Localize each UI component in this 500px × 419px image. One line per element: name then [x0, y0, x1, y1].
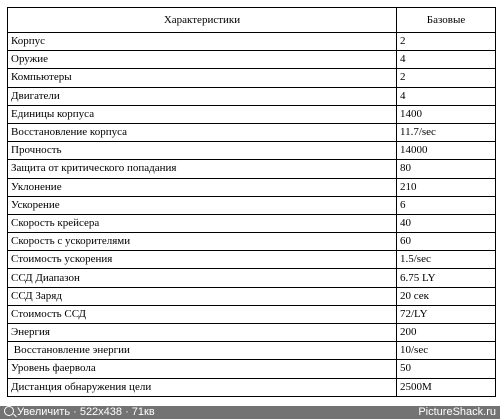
row-label: ССД Диапазон	[8, 269, 397, 287]
row-value: 40	[397, 214, 496, 232]
row-value: 4	[397, 51, 496, 69]
row-label: Энергия	[8, 324, 397, 342]
row-value: 6.75 LY	[397, 269, 496, 287]
row-value: 60	[397, 233, 496, 251]
row-value: 50	[397, 360, 496, 378]
table-row	[8, 196, 496, 214]
column-header-characteristics: Характеристики	[8, 8, 397, 33]
row-value: 210	[397, 178, 496, 196]
table-row	[8, 105, 496, 123]
row-label: Стоимость ускорения	[8, 251, 397, 269]
table-row	[8, 360, 496, 378]
row-value: 200	[397, 324, 496, 342]
row-value: 14000	[397, 142, 496, 160]
row-value: 1400	[397, 105, 496, 123]
characteristics-table	[7, 7, 496, 397]
row-label: Компьютеры	[8, 69, 397, 87]
row-label: Защита от критического попадания	[8, 160, 397, 178]
table-row	[8, 69, 496, 87]
enlarge-label: Увеличить · 522x438 · 71кв	[17, 406, 155, 418]
table-row	[8, 142, 496, 160]
table-row	[8, 378, 496, 396]
table-row	[8, 214, 496, 232]
table-row	[8, 178, 496, 196]
row-label: Восстановление энергии	[8, 342, 397, 360]
image-host-caption-bar	[0, 406, 500, 419]
row-value: 2500М	[397, 378, 496, 396]
row-label: Скорость с ускорителями	[8, 233, 397, 251]
column-header-base: Базовые	[397, 8, 496, 33]
row-label: Стоимость ССД	[8, 305, 397, 323]
host-watermark: PictureShack.ru	[418, 406, 496, 418]
row-label: Уклонение	[8, 178, 397, 196]
magnify-icon	[4, 406, 14, 416]
row-value: 1.5/sec	[397, 251, 496, 269]
row-value: 80	[397, 160, 496, 178]
row-label: Ускорение	[8, 196, 397, 214]
row-label: Скорость крейсера	[8, 214, 397, 232]
row-label: Уровень фаервола	[8, 360, 397, 378]
row-label: Восстановление корпуса	[8, 123, 397, 141]
table-row	[8, 269, 496, 287]
row-label: Дистанция обнаружения цели	[8, 378, 397, 396]
row-label: Прочность	[8, 142, 397, 160]
table-row	[8, 51, 496, 69]
table-row	[8, 33, 496, 51]
enlarge-link[interactable]	[4, 406, 155, 419]
table-row	[8, 324, 496, 342]
row-label: Двигатели	[8, 87, 397, 105]
table-row	[8, 251, 496, 269]
row-value: 2	[397, 33, 496, 51]
row-value: 20 сек	[397, 287, 496, 305]
row-value: 72/LY	[397, 305, 496, 323]
row-label: Оружие	[8, 51, 397, 69]
table-row	[8, 305, 496, 323]
table-row	[8, 287, 496, 305]
table-row	[8, 233, 496, 251]
table-row	[8, 342, 496, 360]
row-label: Единицы корпуса	[8, 105, 397, 123]
row-value: 11.7/sec	[397, 123, 496, 141]
row-value: 4	[397, 87, 496, 105]
row-label: ССД Заряд	[8, 287, 397, 305]
row-value: 2	[397, 69, 496, 87]
table-header-row	[8, 8, 496, 33]
row-value: 6	[397, 196, 496, 214]
table-row	[8, 160, 496, 178]
row-label: Корпус	[8, 33, 397, 51]
row-value: 10/sec	[397, 342, 496, 360]
table-row	[8, 87, 496, 105]
table-row	[8, 123, 496, 141]
